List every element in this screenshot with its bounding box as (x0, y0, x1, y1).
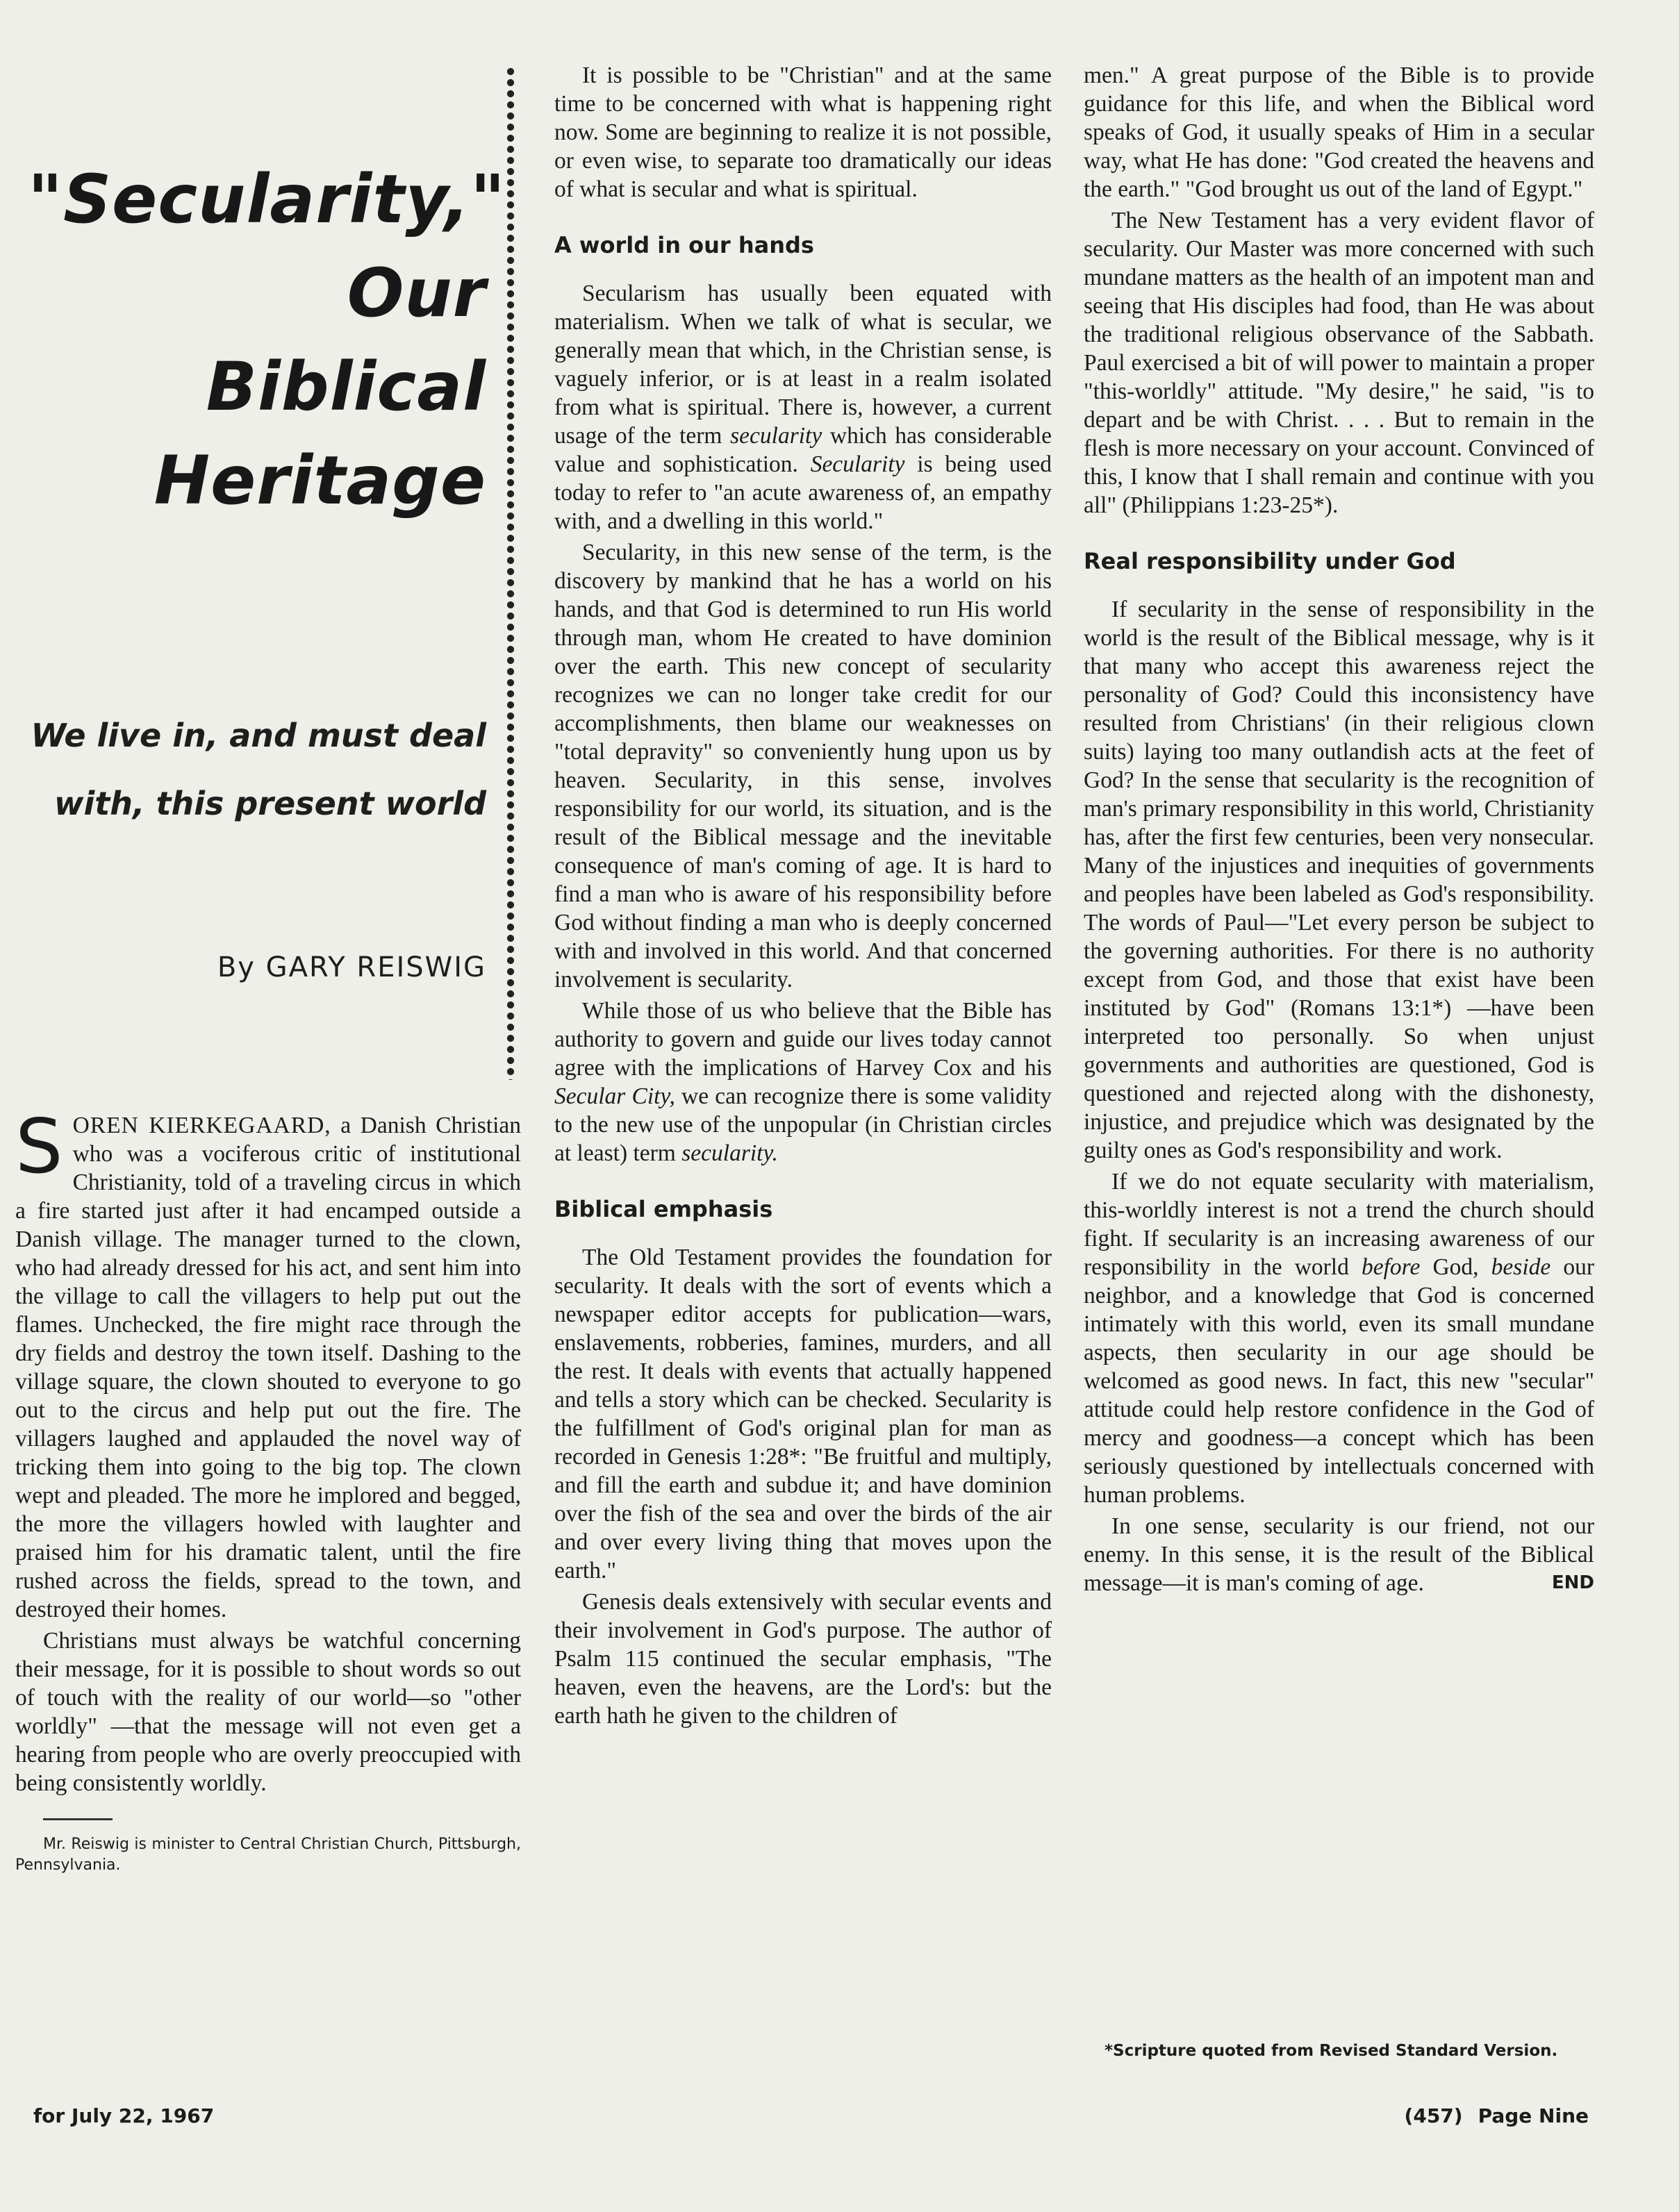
article-subtitle (28, 701, 486, 838)
paragraph: It is possible to be "Christian" and at the same time to be concerned with what is happening right now. Some are beginning to realize it is not possible, or even wise, to separate too dramatically our ideas of what is secular and what is spiritual. (554, 63, 1052, 202)
section-heading: A world in our hands (554, 232, 814, 258)
issue-date: for July 22, 1967 (33, 2104, 215, 2127)
opening-paragraph (15, 1104, 522, 1624)
paragraph: Christians must always be watchful concerning their message, for it is possible to shout words so out of touch with the reality of our world—so "other worldly" —that the message will not even get a hearing from people who are overly preoccupied with being consistently worldly. (15, 1628, 521, 1796)
section-heading: Biblical emphasis (554, 1196, 773, 1222)
scripture-footnote: *Scripture quoted from Revised Standard Version. (1105, 2042, 1558, 2060)
author-note: Mr. Reiswig is minister to Central Christian Church, Pittsburgh, Pennsylvania. (15, 1836, 521, 1874)
paragraph: men." A great purpose of the Bible is to provide guidance for this life, and when the Biblical word speaks of God, it usually speaks of Him in a secular way, what He has done: "God created the heavens and the earth." "God brought us out of the land of Egypt." (1084, 63, 1594, 202)
paragraph: Secularism has usually been equated with materialism. When we talk of what is secular, we generally mean that which, in the Christian sense, is vaguely inferior, or is at least in a realm isolated from what is spiritual. There is, however, a current usage of the term secularity which has considerable value and sophistication. Secularity is being used today to refer to "an acute awareness of, an empathy with, and a dwelling in this world." (554, 281, 1052, 534)
section-heading: Real responsibility under God (1084, 548, 1456, 574)
article-title (28, 153, 506, 528)
page-label: Page Nine (1478, 2104, 1589, 2127)
drop-cap: S (15, 1104, 63, 1190)
end-mark: END (1551, 1572, 1594, 1593)
paragraph: While those of us who believe that the Bible has authority to govern and guide our lives today cannot agree with the implications of Harvey Cox and his Secular City, we can recognize there is some validity to the new use of the unpopular (in Christian circles at least) term secularity. (554, 998, 1052, 1166)
paragraph: In one sense, secularity is our friend, not our enemy. In this sense, it is the result of the Biblical message—it is man's coming of age. END (1084, 1513, 1594, 1596)
subtitle-line-1: We live in, and must deal (31, 717, 486, 754)
page-code: (457) (1404, 2104, 1463, 2127)
subtitle-line-2: with, this present world (53, 785, 486, 822)
column-3 (1084, 61, 1594, 1600)
column-2 (554, 61, 1052, 1733)
title-line-1: "Secularity," (28, 160, 506, 238)
page-number (1389, 2104, 1589, 2127)
note-rule (43, 1818, 113, 1820)
title-line-2: Our (347, 254, 486, 332)
title-line-3: Biblical (206, 348, 486, 426)
title-line-4: Heritage (154, 442, 486, 519)
paragraph: The New Testament has a very evident flavor of secularity. Our Master was more concerned with such mundane matters as the health of an impotent man and seeing that His disciples had food, than He was about the traditional religious observance of the Sabbath. Paul exercised a bit of will power to maintain a proper "this-worldly" attitude. "My desire," he said, "is to depart and be with Christ. . . . But to remain in the flesh is more necessary on your account. Convinced of this, I know that I shall remain and continue with you all" (Philippians 1:23-25*). (1084, 208, 1594, 518)
column-1 (15, 1104, 522, 1876)
paragraph: Genesis deals extensively with secular events and their involvement in God's purpose. The author of Psalm 115 continued the secular emphasis, "The heaven, even the heavens, are the Lord's: but the earth hath he given to the children of (554, 1589, 1052, 1729)
dotted-divider (506, 66, 515, 1080)
paragraph: If we do not equate secularity with materialism, this-worldly interest is not a trend the church should fight. If secularity is an increasing awareness of our responsibility in the world before God, beside our neighbor, and a knowledge that God is concerned intimately with this world, even its small mundane aspects, then secularity in our age should be welcomed as good news. In fact, this new "secular" attitude could help restore confidence in the God of mercy and goodness—a concept which has been seriously questioned by intellectuals concerned with human problems. (1084, 1169, 1595, 1508)
paragraph: The Old Testament provides the foundation for secularity. It deals with the sort of events which a newspaper editor accepts for publication—wars, enslavements, robberies, famines, murders, and all the rest. It deals with events that actually happened and tells a story which can be checked. Secularity is the fulfillment of God's original plan for man as recorded in Genesis 1:28*: "Be fruitful and multiply, and fill the earth and subdue it; and have dominion over the fish of the sea and over the birds of the air and over every living thing that moves upon the earth." (554, 1245, 1052, 1583)
opening-caps: OREN KIERKEGAARD, (72, 1113, 331, 1138)
paragraph: If secularity in the sense of responsibility in the world is the result of the Biblical message, why is it that many who accept this awareness reject the personality of God? Could this inconsistency have resulted from Christians' (in their religious clown suits) laying too many outlandish acts at the feet of God? In the sense that secularity is the recognition of man's primary responsibility in this world, Christianity has, after the first few centuries, been very nonsecular. Many of the injustices and inequities of governments and peoples have been labeled as God's responsibility. The words of Paul—"Let every person be subject to the governing authorities. For there is no authority except from God, and those that exist have been instituted by God" (Romans 13:1*) —have been interpreted too personally. So when unjust governments and authorities are questioned, God is questioned and rejected along with the dishonesty, injustice, and prejudice which was designated by the guilty ones as God's responsibility and work. (1084, 597, 1594, 1163)
byline: By GARY REISWIG (217, 951, 486, 983)
paragraph-text: a Danish Christian who was a vociferous critic of institutional Christianity, told of a traveling circus in which a fire started just after it had encamped outside a Danish village. The manager turned to the clown, who had already dressed for his act, and sent him into the village to call the villagers to help put out the flames. Unchecked, the fire might race through the dry fields and destroy the town itself. Dashing to the village square, the clown shouted to everyone to go out to the circus and help put out the fire. The villagers laughed and applauded the novel way of tricking them into going to the big top. The clown wept and pleaded. The more he implored and begged, the more the villagers howled with laughter and praised him for his dramatic talent, until the fire rushed across the fields, spread to the town, and destroyed their homes. (15, 1113, 522, 1622)
paragraph: Secularity, in this new sense of the term, is the discovery by mankind that he has a world on his hands, and that God is determined to run His world through man, whom He created to have dominion over the earth. This new concept of secularity recognizes we can no longer take credit for our accomplishments, then blame our weaknesses on "total depravity" so conveniently hung upon us by heaven. Secularity, in this sense, involves responsibility for our world, its situation, and is the result of the Biblical message and the inevitable consequence of man's coming of age. It is hard to find a man who is aware of his responsibility before God without finding a man who is deeply concerned with and involved in this world. And that concerned involvement is secularity. (554, 540, 1052, 992)
